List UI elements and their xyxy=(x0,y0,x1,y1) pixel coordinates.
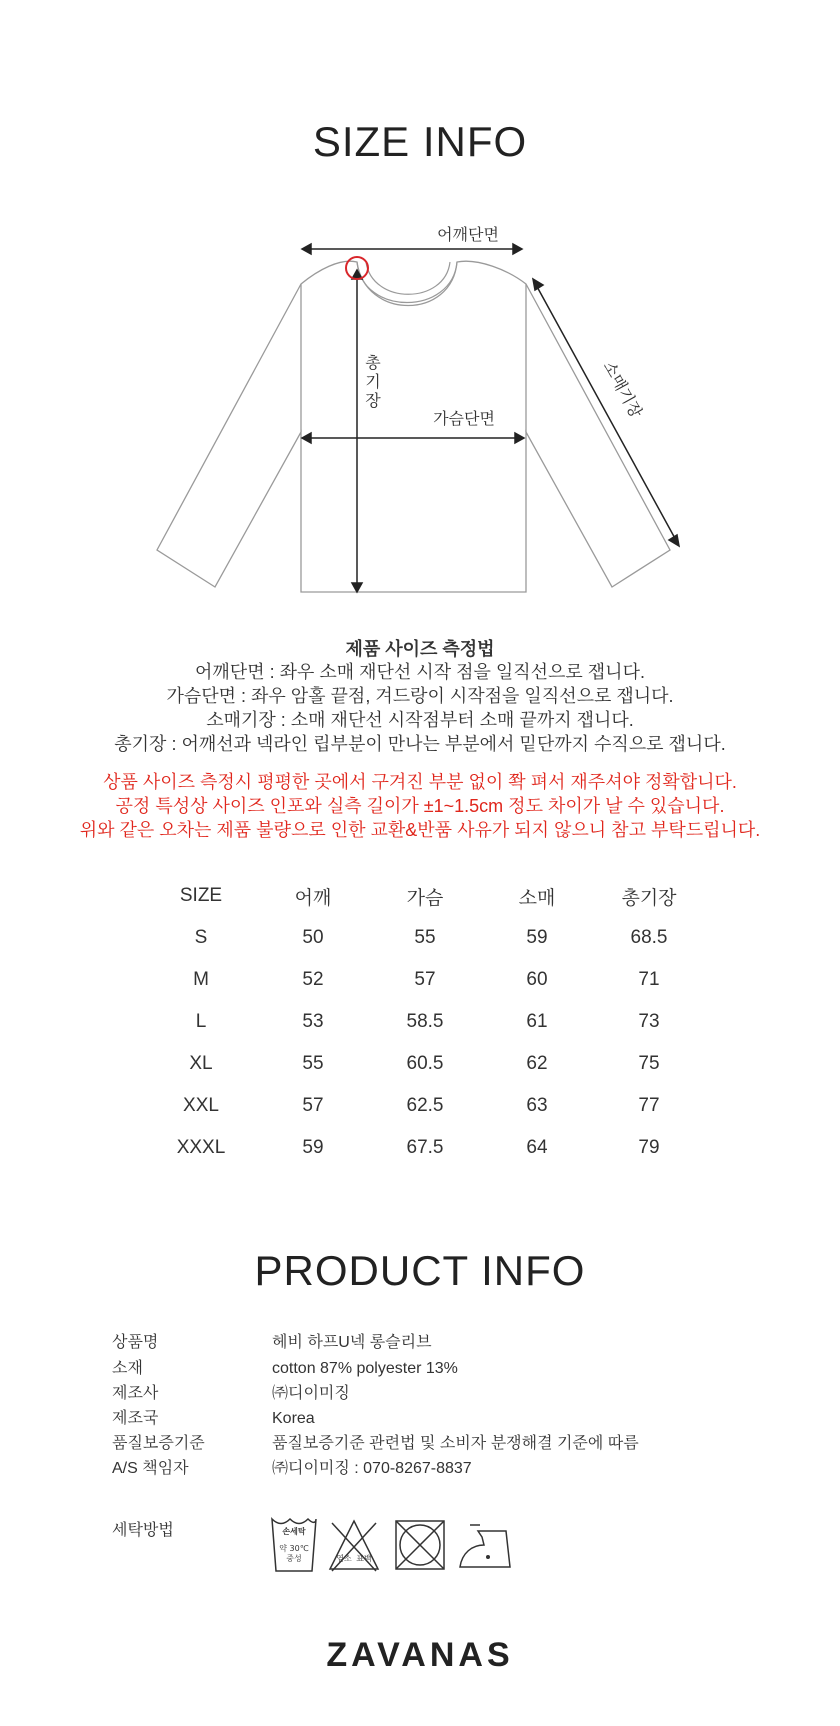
shoulder-arrow xyxy=(302,244,522,254)
info-row-country xyxy=(112,1406,315,1431)
cell-shoulder: 50 xyxy=(302,927,324,948)
cell-length: 68.5 xyxy=(630,927,668,948)
chest-arrow xyxy=(302,433,524,443)
table-row xyxy=(145,959,705,1001)
info-label: A/S 책임자 xyxy=(112,1460,189,1477)
cell-shoulder: 53 xyxy=(302,1011,324,1032)
table-row xyxy=(145,1001,705,1043)
brand-logo: ZAVANAS xyxy=(326,1636,514,1674)
cell-sleeve: 64 xyxy=(526,1137,548,1158)
info-row-material xyxy=(112,1356,458,1381)
length-label-1: 총 xyxy=(365,353,381,372)
warning-line: 공정 특성상 사이즈 인포와 실측 길이가 ±1~1.5cm 정도 차이가 날 수 있습니다. xyxy=(115,796,725,816)
bleach-text-right: 표백 xyxy=(356,1554,372,1563)
cell-shoulder: 55 xyxy=(302,1053,324,1074)
info-row-as-contact xyxy=(112,1456,472,1481)
cell-chest: 67.5 xyxy=(406,1137,444,1158)
hand-wash-text-top: 손세탁 xyxy=(282,1527,306,1536)
info-row-product-name xyxy=(112,1330,432,1355)
header-length: 총기장 xyxy=(621,887,677,909)
header-sleeve: 소매 xyxy=(518,887,556,909)
cell-sleeve: 59 xyxy=(526,927,548,948)
shoulder-label: 어깨단면 xyxy=(437,225,499,244)
info-label: 상품명 xyxy=(112,1334,159,1351)
wash-icons xyxy=(268,1515,528,1575)
cell-chest: 60.5 xyxy=(406,1053,444,1074)
table-row xyxy=(145,917,705,959)
table-row xyxy=(145,1043,705,1085)
header-shoulder: 어깨 xyxy=(294,887,332,909)
neck-rib xyxy=(366,262,450,294)
info-value: Korea xyxy=(272,1410,315,1427)
length-arrow xyxy=(352,270,362,592)
cell-shoulder: 57 xyxy=(302,1095,324,1116)
garment-diagram xyxy=(0,200,840,620)
info-value: 품질보증기준 관련법 및 소비자 분쟁해결 기준에 따름 xyxy=(272,1435,639,1452)
measure-line: 어깨단면 : 좌우 소매 재단선 시작 점을 일직선으로 잽니다. xyxy=(195,662,645,682)
size-table-header xyxy=(145,875,705,917)
cell-size: XL xyxy=(189,1053,213,1074)
sleeve-arrow xyxy=(533,279,679,546)
table-row xyxy=(145,1127,705,1169)
cell-chest: 57 xyxy=(414,969,436,990)
info-row-quality-standard xyxy=(112,1431,639,1456)
no-bleach-icon xyxy=(330,1521,378,1571)
cell-sleeve: 60 xyxy=(526,969,548,990)
measure-line: 가슴단면 : 좌우 암홀 끝점, 겨드랑이 시작점을 일직선으로 잽니다. xyxy=(166,686,674,706)
cell-size: L xyxy=(195,1011,207,1032)
wash-method-label: 세탁방법 xyxy=(112,1522,174,1539)
hand-wash-text-bot: 중성 xyxy=(286,1554,302,1563)
cell-size: M xyxy=(193,969,209,990)
bleach-text-left: 염소 xyxy=(336,1554,352,1563)
measure-line: 소매기장 : 소매 재단선 시작점부터 소매 끝까지 잽니다. xyxy=(206,710,634,730)
header-chest: 가슴 xyxy=(406,887,444,909)
cell-sleeve: 62 xyxy=(526,1053,548,1074)
info-value: ㈜디이미징 xyxy=(272,1385,350,1402)
no-tumble-dry-icon xyxy=(396,1521,444,1569)
iron-low-icon xyxy=(460,1525,510,1567)
hand-wash-text-mid: 약 30℃ xyxy=(279,1544,309,1553)
info-value: ㈜디이미징 : 070-8267-8837 xyxy=(272,1460,472,1477)
length-label-2: 기 xyxy=(365,372,381,391)
cell-chest: 62.5 xyxy=(406,1095,444,1116)
cell-length: 75 xyxy=(638,1053,660,1074)
info-value: 헤비 하프U넥 롱슬리브 xyxy=(272,1334,432,1351)
warning-line: 위와 같은 오차는 제품 불량으로 인한 교환&반품 사유가 되지 않으니 참고 부탁드립니다. xyxy=(79,820,761,840)
cell-sleeve: 63 xyxy=(526,1095,548,1116)
measure-line: 총기장 : 어깨선과 넥라인 립부분이 만나는 부분에서 밑단까지 수직으로 잽니다. xyxy=(114,734,726,754)
header-size: SIZE xyxy=(179,885,223,906)
measure-lines xyxy=(0,660,840,756)
garment-outline xyxy=(157,261,670,592)
info-value: cotton 87% polyester 13% xyxy=(272,1360,458,1377)
info-label: 품질보증기준 xyxy=(112,1435,205,1452)
cell-chest: 55 xyxy=(414,927,436,948)
chest-label: 가슴단면 xyxy=(433,409,495,428)
warning-line: 상품 사이즈 측정시 평평한 곳에서 구겨진 부분 없이 쫙 펴서 재주셔야 정확합니다. xyxy=(103,772,737,792)
size-warnings xyxy=(0,770,840,842)
cell-size: S xyxy=(194,927,208,948)
length-label-3: 장 xyxy=(365,391,381,410)
cell-length: 73 xyxy=(638,1011,660,1032)
cell-length: 79 xyxy=(638,1137,660,1158)
size-table xyxy=(145,875,705,1169)
info-label: 제조국 xyxy=(112,1410,159,1427)
info-row-manufacturer xyxy=(112,1381,350,1406)
info-label: 제조사 xyxy=(112,1385,159,1402)
measure-title: 제품 사이즈 측정법 xyxy=(345,639,495,659)
cell-length: 77 xyxy=(638,1095,660,1116)
size-info-title: SIZE INFO xyxy=(312,118,528,165)
info-label: 소재 xyxy=(112,1360,143,1377)
hand-wash-icon xyxy=(272,1519,316,1571)
table-row xyxy=(145,1085,705,1127)
cell-chest: 58.5 xyxy=(406,1011,444,1032)
cell-sleeve: 61 xyxy=(526,1011,548,1032)
cell-shoulder: 52 xyxy=(302,969,324,990)
cell-size: XXXL xyxy=(176,1137,226,1158)
cell-length: 71 xyxy=(638,969,660,990)
cell-shoulder: 59 xyxy=(302,1137,324,1158)
cell-size: XXL xyxy=(183,1095,219,1116)
sleeve-label: 소매기장 xyxy=(599,357,647,421)
product-info-title: PRODUCT INFO xyxy=(254,1247,586,1294)
